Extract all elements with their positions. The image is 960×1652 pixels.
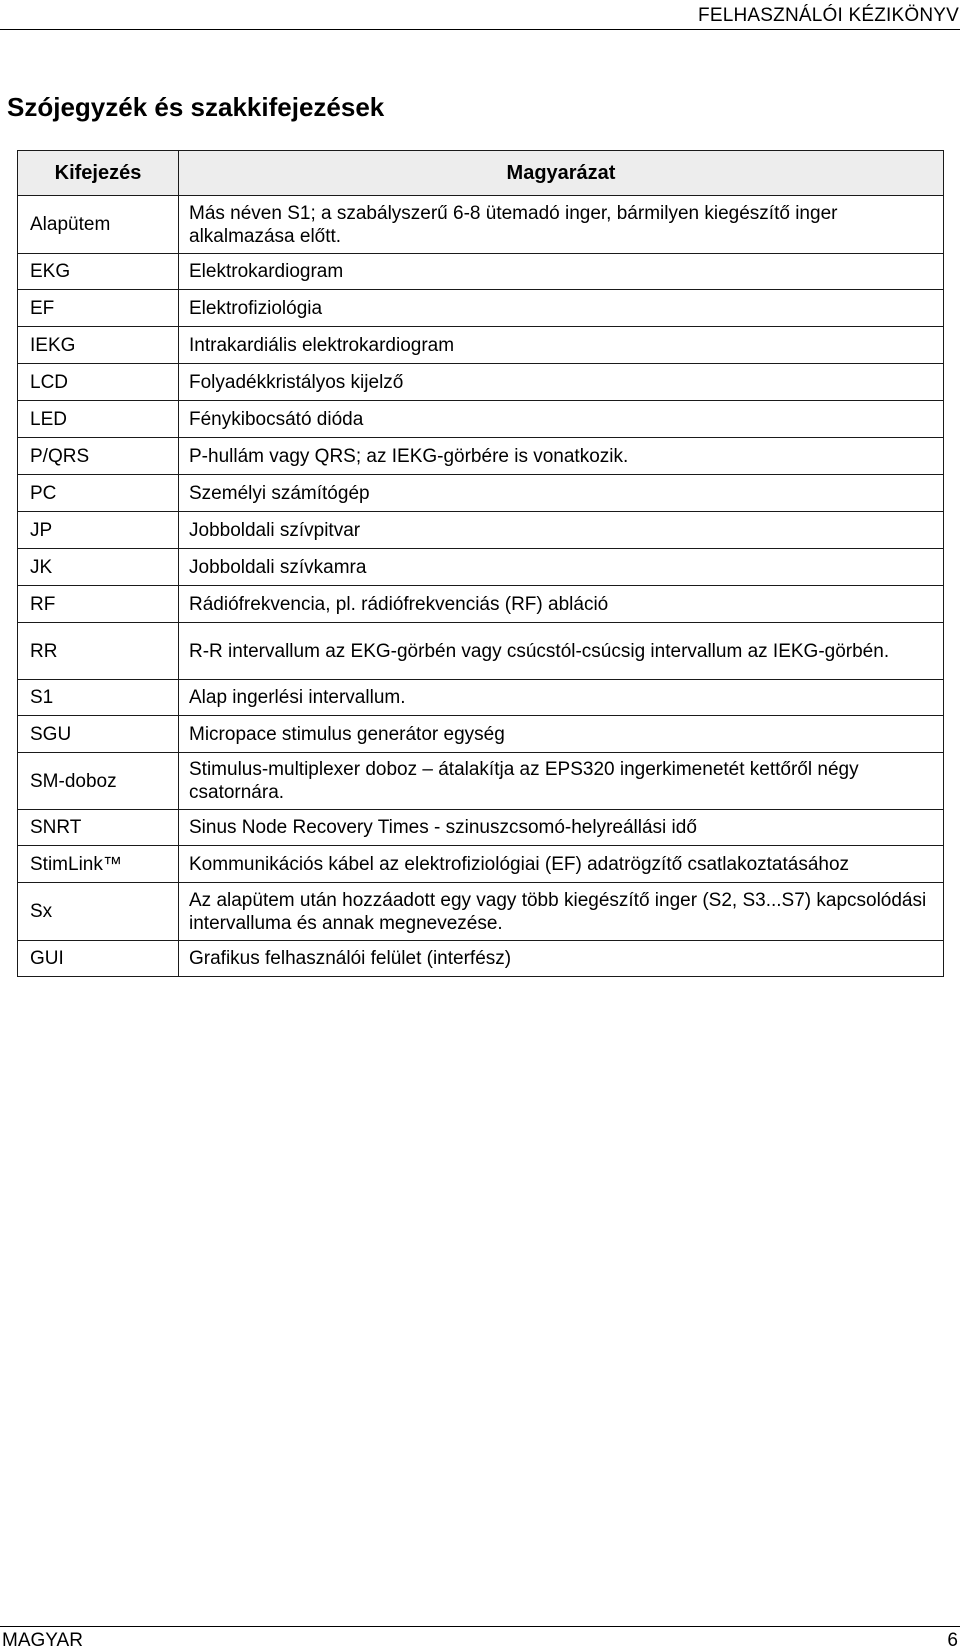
description-cell: Személyi számítógép <box>179 475 944 512</box>
table-row <box>18 680 944 716</box>
table-row <box>18 586 944 623</box>
description-cell: Rádiófrekvencia, pl. rádiófrekvenciás (RF) abláció <box>179 586 944 623</box>
term-cell: RR <box>18 623 179 680</box>
table-row <box>18 941 944 977</box>
description-cell: Elektrofiziológia <box>179 290 944 327</box>
term-cell: SNRT <box>18 810 179 846</box>
footer-language: MAGYAR <box>2 1630 83 1651</box>
term-cell: GUI <box>18 941 179 977</box>
table-row <box>18 549 944 586</box>
term-cell: PC <box>18 475 179 512</box>
description-cell: P-hullám vagy QRS; az IEKG-görbére is vonatkozik. <box>179 438 944 475</box>
description-cell: Sinus Node Recovery Times - szinuszcsomó-helyreállási idő <box>179 810 944 846</box>
table-row <box>18 623 944 680</box>
table-row <box>18 512 944 549</box>
description-cell: Az alapütem után hozzáadott egy vagy több kiegészítő inger (S2, S3...S7) kapcsolódási intervalluma és annak megnevezése. <box>179 883 944 941</box>
description-cell: Folyadékkristályos kijelző <box>179 364 944 401</box>
table-row <box>18 475 944 512</box>
table-row <box>18 364 944 401</box>
table-row <box>18 846 944 883</box>
term-cell: LCD <box>18 364 179 401</box>
description-cell: Fénykibocsátó dióda <box>179 401 944 438</box>
table-row <box>18 290 944 327</box>
section-title: Szójegyzék és szakkifejezések <box>7 92 385 122</box>
description-cell: R-R intervallum az EKG-görbén vagy csúcstól-csúcsig intervallum az IEKG-görbén. <box>179 623 944 680</box>
term-cell: EKG <box>18 254 179 290</box>
term-cell: JK <box>18 549 179 586</box>
column-header-description: Magyarázat <box>179 151 944 196</box>
page-footer <box>0 1626 960 1651</box>
description-cell: Alap ingerlési intervallum. <box>179 680 944 716</box>
glossary-table <box>17 150 944 977</box>
table-row <box>18 438 944 475</box>
manual-title: FELHASZNÁLÓI KÉZIKÖNYV <box>698 5 959 26</box>
column-header-term: Kifejezés <box>18 151 179 196</box>
description-cell: Grafikus felhasználói felület (interfész) <box>179 941 944 977</box>
description-cell: Micropace stimulus generátor egység <box>179 716 944 753</box>
description-cell: Intrakardiális elektrokardiogram <box>179 327 944 364</box>
term-cell: StimLink™ <box>18 846 179 883</box>
description-cell: Jobboldali szívpitvar <box>179 512 944 549</box>
description-cell: Elektrokardiogram <box>179 254 944 290</box>
table-body <box>18 196 944 977</box>
table-row <box>18 196 944 254</box>
term-cell: P/QRS <box>18 438 179 475</box>
term-cell: Sx <box>18 883 179 941</box>
table-row <box>18 753 944 810</box>
description-cell: Más néven S1; a szabályszerű 6-8 ütemadó inger, bármilyen kiegészítő inger alkalmazása előtt. <box>179 196 944 254</box>
table-row <box>18 716 944 753</box>
term-cell: IEKG <box>18 327 179 364</box>
table-header <box>18 151 944 196</box>
description-cell: Stimulus-multiplexer doboz – átalakítja az EPS320 ingerkimenetét kettőről négy csatornára. <box>179 753 944 810</box>
term-cell: SM-doboz <box>18 753 179 810</box>
term-cell: Alapütem <box>18 196 179 254</box>
description-cell: Kommunikációs kábel az elektrofiziológiai (EF) adatrögzítő csatlakoztatásához <box>179 846 944 883</box>
term-cell: JP <box>18 512 179 549</box>
table-row <box>18 327 944 364</box>
description-cell: Jobboldali szívkamra <box>179 549 944 586</box>
running-header <box>0 0 960 30</box>
term-cell: RF <box>18 586 179 623</box>
term-cell: S1 <box>18 680 179 716</box>
term-cell: SGU <box>18 716 179 753</box>
table-header-row <box>18 151 944 196</box>
table-row <box>18 810 944 846</box>
table-row <box>18 401 944 438</box>
term-cell: EF <box>18 290 179 327</box>
table-row <box>18 254 944 290</box>
term-cell: LED <box>18 401 179 438</box>
table-row <box>18 883 944 941</box>
page-number: 6 <box>947 1630 958 1651</box>
